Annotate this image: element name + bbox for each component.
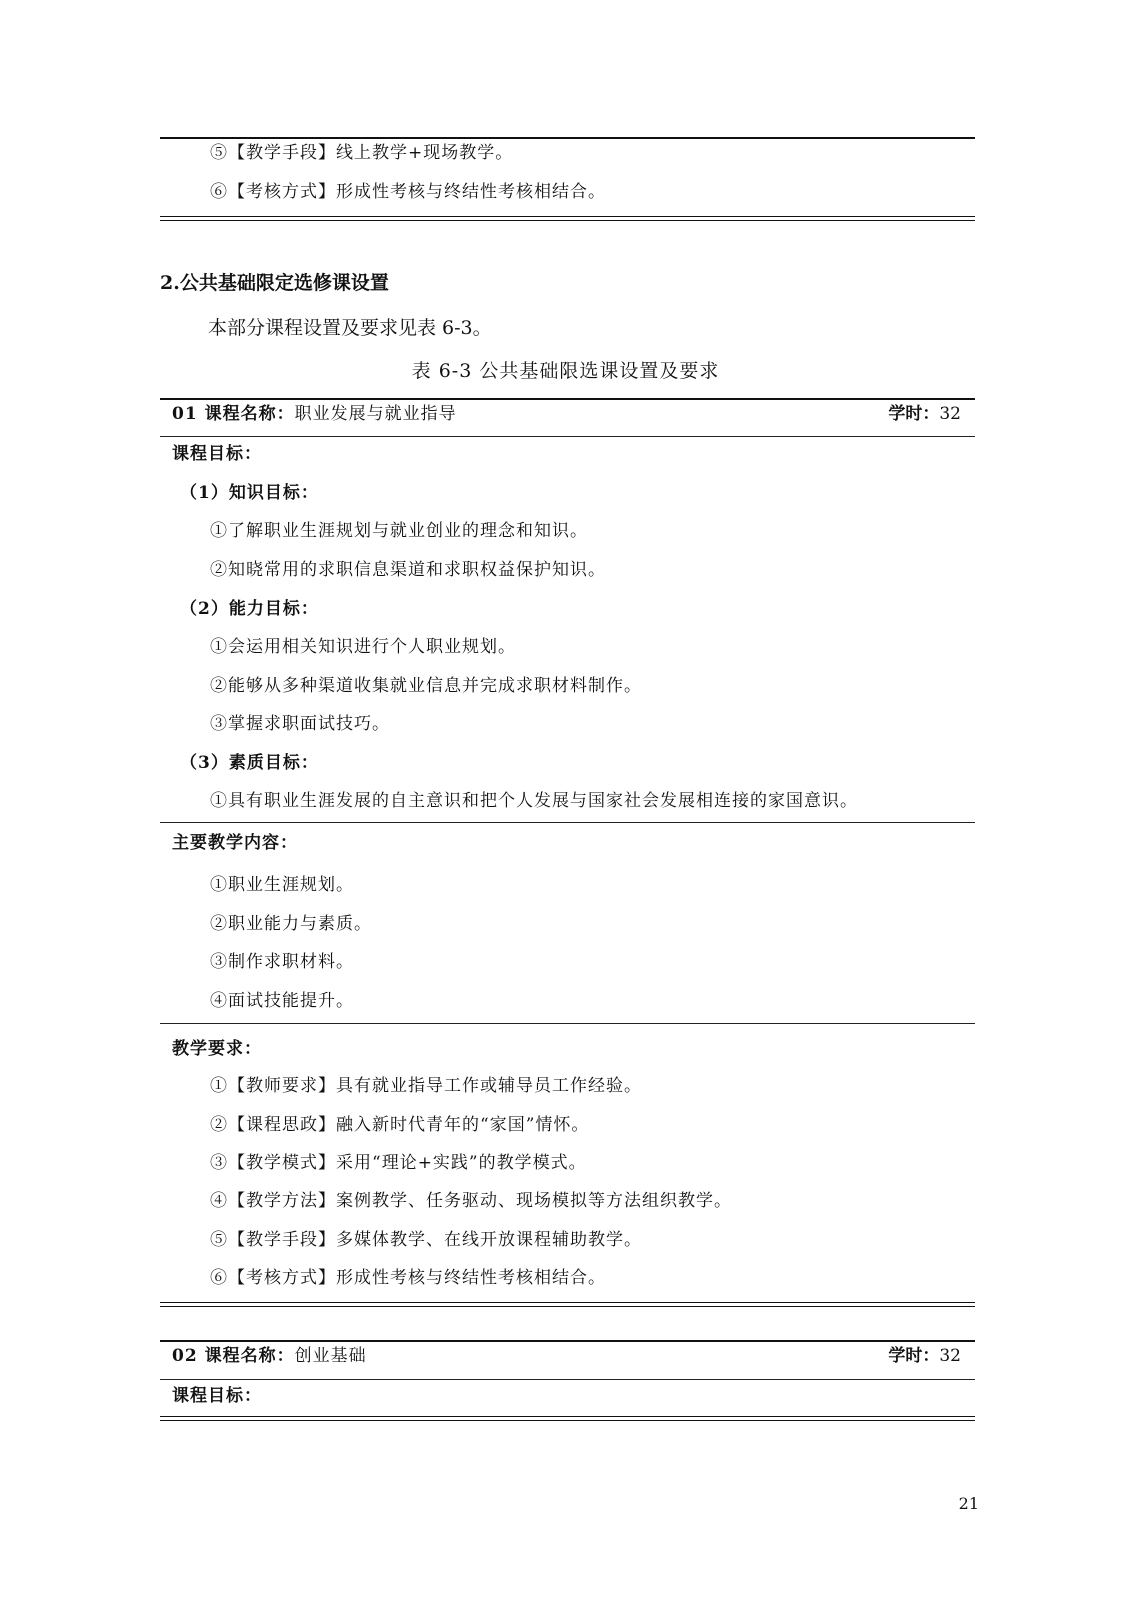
course1-req-label: 教学要求：	[172, 1039, 262, 1059]
table-top-rule	[160, 137, 975, 139]
course1-quality-label: （3）素质目标：	[180, 753, 319, 773]
prev-item-5: ⑤【教学手段】线上教学+现场教学。	[210, 143, 514, 163]
course1-content-item: ①职业生涯规划。	[210, 875, 354, 895]
course1-knowledge-label: （1）知识目标：	[180, 483, 319, 503]
course1-content-item: ③制作求职材料。	[210, 952, 354, 972]
section-paragraph: 本部分课程设置及要求见表 6-3。	[208, 317, 492, 339]
page-number: 21	[958, 1494, 979, 1513]
course1-name-label: 01 课程名称：	[172, 404, 295, 424]
table-caption: 表 6-3 公共基础限选课设置及要求	[411, 360, 720, 382]
course1-req-item: ②【课程思政】融入新时代青年的“家国”情怀。	[210, 1115, 590, 1135]
course2-hours-value: 32	[939, 1346, 961, 1366]
course1-bottom-rule	[160, 1302, 975, 1307]
course1-content-item: ④面试技能提升。	[210, 991, 354, 1011]
course2-bottom-rule	[160, 1416, 975, 1421]
course1-content-item: ②职业能力与素质。	[210, 914, 372, 934]
course2-top-rule	[160, 1340, 975, 1342]
prev-item-6: ⑥【考核方式】形成性考核与终结性考核相结合。	[210, 182, 606, 202]
table-bottom-rule	[160, 216, 975, 221]
course1-top-rule	[160, 398, 975, 400]
course1-req-item: ⑥【考核方式】形成性考核与终结性考核相结合。	[210, 1268, 606, 1288]
course1-header-rule	[160, 436, 975, 437]
course1-ability-label: （2）能力目标：	[180, 599, 319, 619]
course2-name-label: 02 课程名称：	[172, 1346, 295, 1366]
course2-goals-label: 课程目标：	[172, 1386, 262, 1406]
course1-ability-item: ①会运用相关知识进行个人职业规划。	[210, 637, 516, 657]
course1-goals-rule	[160, 822, 975, 823]
course2-hours	[888, 1345, 961, 1367]
section-heading: 2.公共基础限定选修课设置	[160, 272, 389, 294]
course2-name-value: 创业基础	[294, 1346, 367, 1366]
course1-knowledge-item: ②知晓常用的求职信息渠道和求职权益保护知识。	[210, 560, 606, 580]
course1-quality-item: ①具有职业生涯发展的自主意识和把个人发展与国家社会发展相连接的家国意识。	[210, 791, 858, 811]
course1-hours-label: 学时：	[888, 404, 940, 424]
course1-req-item: ⑤【教学手段】多媒体教学、在线开放课程辅助教学。	[210, 1230, 642, 1250]
course1-hours	[888, 403, 961, 425]
course1-req-item: ①【教师要求】具有就业指导工作或辅导员工作经验。	[210, 1076, 642, 1096]
course1-goals-label: 课程目标：	[172, 444, 262, 464]
course1-content-label: 主要教学内容：	[172, 833, 298, 853]
course2-hours-label: 学时：	[888, 1346, 940, 1366]
course1-ability-item: ②能够从多种渠道收集就业信息并完成求职材料制作。	[210, 676, 642, 696]
course2-header-rule	[160, 1379, 975, 1380]
course1-req-item: ④【教学方法】案例教学、任务驱动、现场模拟等方法组织教学。	[210, 1191, 732, 1211]
course1-hours-value: 32	[939, 404, 961, 424]
course1-req-item: ③【教学模式】采用“理论+实践”的教学模式。	[210, 1153, 587, 1173]
course1-knowledge-item: ①了解职业生涯规划与就业创业的理念和知识。	[210, 521, 588, 541]
course1-ability-item: ③掌握求职面试技巧。	[210, 714, 390, 734]
course2-name-row	[172, 1345, 367, 1367]
course1-name-row	[172, 403, 457, 425]
course1-content-rule	[160, 1023, 975, 1024]
course1-name-value: 职业发展与就业指导	[294, 404, 457, 424]
